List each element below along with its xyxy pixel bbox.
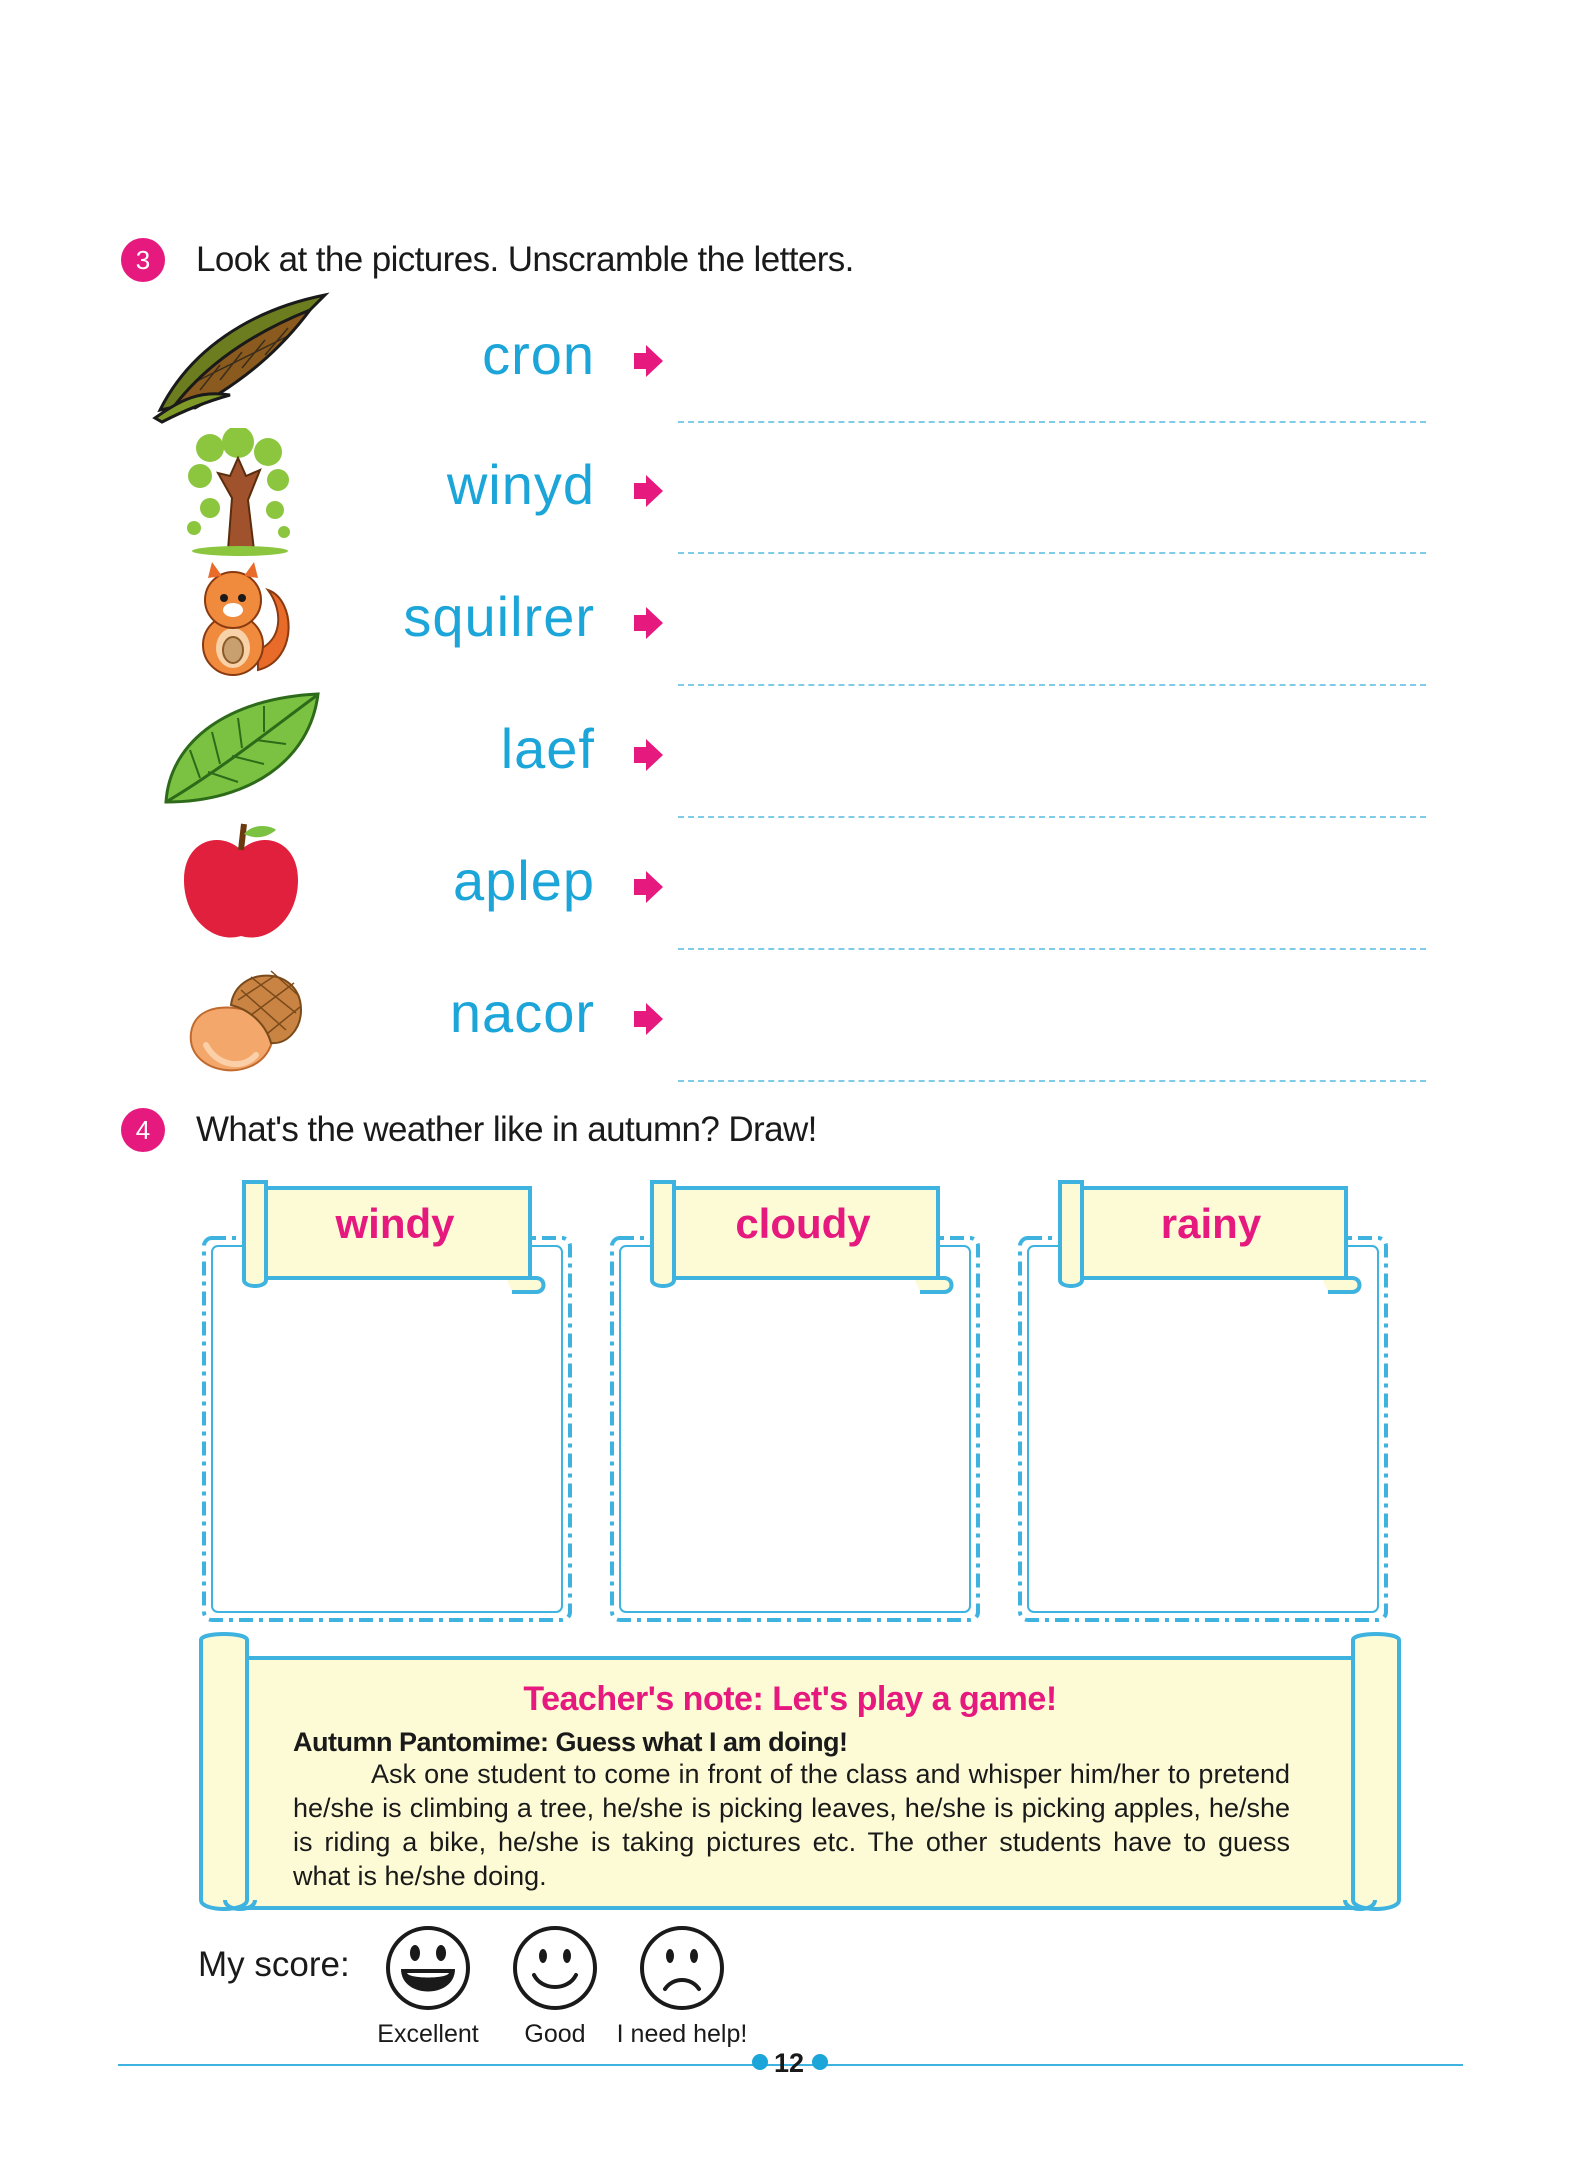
arrow-icon — [632, 474, 664, 508]
scrambled-word: winyd — [446, 453, 595, 516]
weather-label-windy: windy — [335, 1200, 455, 1247]
score-option-need-help: I need help! — [616, 2020, 748, 2048]
need-help-face-icon[interactable] — [637, 1923, 727, 2013]
arrow-icon — [632, 606, 664, 640]
score-option-good: Good — [524, 2020, 586, 2048]
leaf-icon — [160, 690, 322, 808]
arrow-icon — [632, 738, 664, 772]
arrow-icon — [632, 870, 664, 904]
arrow-icon — [632, 1002, 664, 1036]
answer-line[interactable] — [678, 1080, 1426, 1082]
squirrel-icon — [188, 560, 298, 680]
scrambled-word: cron — [482, 323, 595, 386]
scrambled-word: aplep — [452, 849, 595, 912]
excellent-face-icon[interactable] — [383, 1923, 473, 2013]
exercise-3-instruction: Look at the pictures. Unscramble the letters. — [196, 240, 854, 279]
page-number: 12 — [774, 2048, 805, 2078]
score-label: My score: — [198, 1945, 350, 1984]
answer-line[interactable] — [678, 816, 1426, 818]
footer-dot — [812, 2054, 828, 2070]
exercise-4-number: 4 — [121, 1108, 165, 1152]
weather-label-rainy: rainy — [1160, 1200, 1262, 1247]
scrambled-word: laef — [500, 717, 595, 780]
tree-icon — [180, 428, 300, 556]
answer-line[interactable] — [678, 421, 1426, 423]
scrambled-word: nacor — [449, 981, 595, 1044]
corn-icon — [150, 290, 330, 425]
teacher-note-subtitle: Autumn Pantomime: Guess what I am doing! — [293, 1727, 848, 1757]
weather-label-cloudy: cloudy — [735, 1200, 871, 1247]
answer-line[interactable] — [678, 552, 1426, 554]
arrow-icon — [632, 344, 664, 378]
scrambled-word: squilrer — [403, 585, 595, 648]
acorn-icon — [176, 955, 306, 1083]
teacher-note-body: Ask one student to come in front of the class and whisper him/her to pretend he/she is climbing a tree, he/she is picking leaves, he/she is picking apples, he/she is riding a bike, he/she is taking pictures etc. The other students have to guess what is he/she doing. — [293, 1759, 1290, 1891]
exercise-4-instruction: What's the weather like in autumn? Draw! — [196, 1110, 817, 1149]
teacher-note-title: Teacher's note: Let's play a game! — [523, 1680, 1057, 1718]
answer-line[interactable] — [678, 948, 1426, 950]
apple-icon — [180, 820, 302, 945]
answer-line[interactable] — [678, 684, 1426, 686]
good-face-icon[interactable] — [510, 1923, 600, 2013]
footer-dot — [752, 2054, 768, 2070]
exercise-3-number: 3 — [121, 238, 165, 282]
score-option-excellent: Excellent — [377, 2020, 479, 2048]
